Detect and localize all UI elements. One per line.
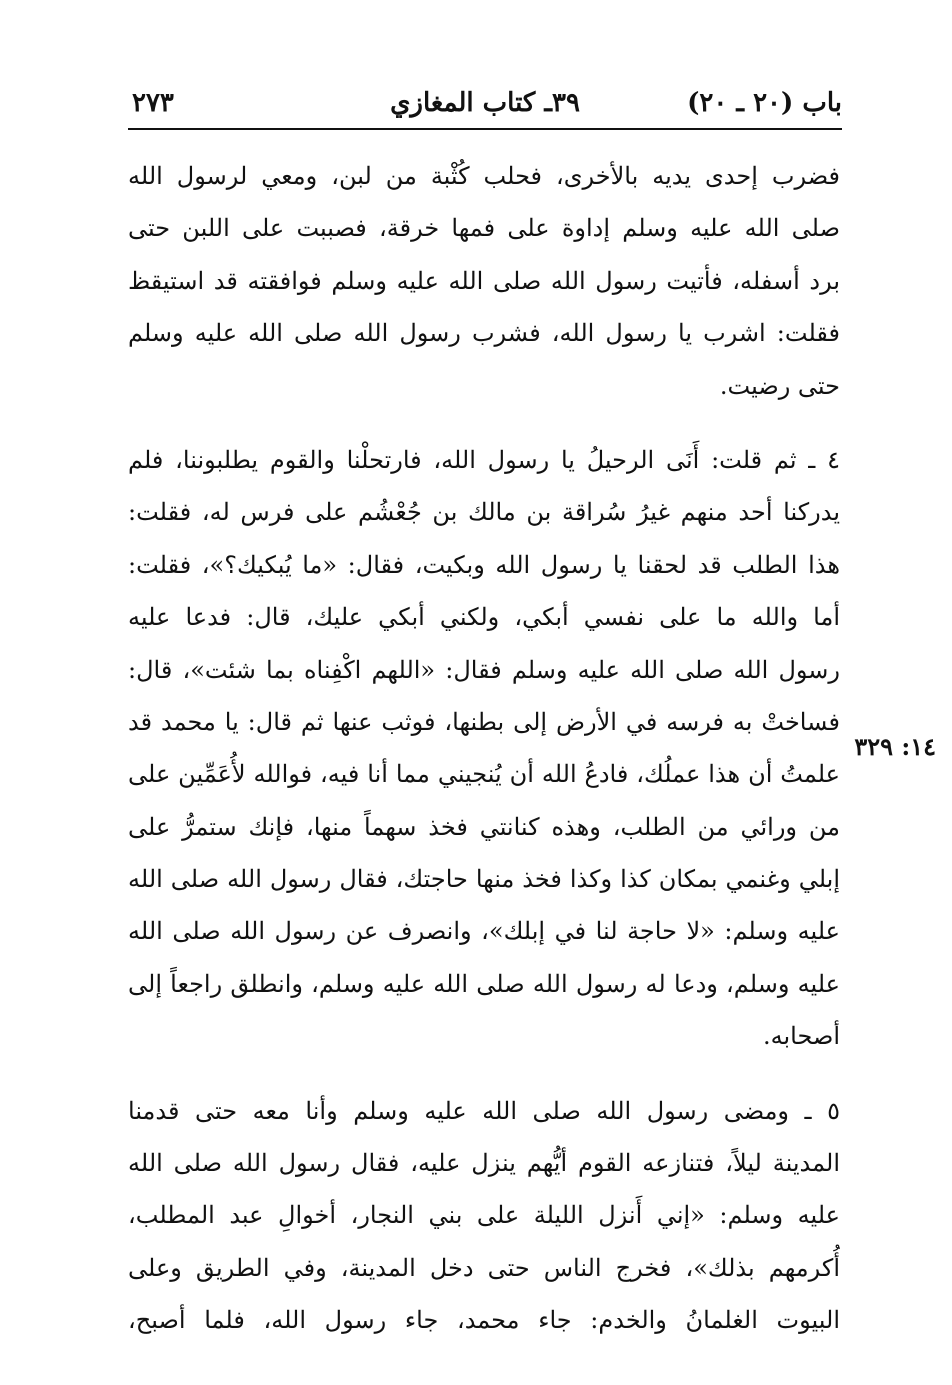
paragraph (128, 434, 840, 1063)
text-line: إبلي وغنمي بمكان كذا وكذا فخذ منها حاجتك، فقال رسول الله صلى الله (128, 865, 840, 894)
paragraph (128, 1085, 840, 1347)
text-line: أصحابه. (762, 1022, 840, 1051)
chapter-title: باب (٢٠ ـ ٢٠) (687, 88, 842, 118)
text-line: فساختْ به فرسه في الأرض إلى بطنها، فوثب عنها ثم قال: يا محمد قد (128, 707, 840, 736)
page-header (128, 82, 842, 128)
text-line: فضرب إحدى يديه بالأخرى، فحلب كُثْبة من لبن، ومعي لرسول الله (128, 162, 840, 190)
text-line: صلى الله عليه وسلم إداوة على فمها خرقة، فصببت على اللبن حتى (128, 214, 840, 243)
margin-reference: ١٤: ٣٢٩ (854, 732, 936, 761)
body-text (128, 150, 840, 1369)
text-line: فقلت: اشرب يا رسول الله، فشرب رسول الله صلى الله عليه وسلم (128, 319, 840, 348)
text-line: علمتُ أن هذا عملُك، فادعُ الله أن يُنجيني مما أنا فيه، فوالله لأُعَمِّين على (128, 760, 840, 789)
text-line: أما والله ما على نفسي أبكي، ولكني أبكي عليك، قال: فدعا عليه (128, 603, 840, 632)
text-line: ٤ ـ ثم قلت: أَنَى الرحيلُ يا رسول الله، فارتحلْنا والقوم يطلبوننا، فلم (128, 445, 840, 474)
text-line: برد أسفله، فأتيت رسول الله صلى الله عليه وسلم فوافقته قد استيقظ (128, 266, 840, 295)
text-line: البيوت الغلمانُ والخدم: جاء محمد، جاء رسول الله، فلما أصبح، (128, 1306, 840, 1335)
text-line: ٥ ـ ومضى رسول الله صلى الله عليه وسلم وأنا معه حتى قدمنا (128, 1096, 840, 1125)
text-line: حتى رضيت. (719, 371, 840, 400)
paragraph (128, 150, 840, 412)
text-line: من ورائي من الطلب، وهذه كنانتي فخذ سهماً منها، فإنك ستمرُّ على (128, 812, 840, 841)
header-rule (128, 128, 842, 130)
text-line: عليه وسلم، ودعا له رسول الله صلى الله عليه وسلم، وانطلق راجعاً إلى (128, 969, 840, 998)
text-line: عليه وسلم: «إني أَنزل الليلة على بني النجار، أخوالِ عبد المطلب، (128, 1201, 840, 1230)
book-title: ٣٩ـ كتاب المغازي (390, 88, 580, 118)
text-line: عليه وسلم: «لا حاجة لنا في إبلك»، وانصرف عن رسول الله صلى الله (128, 917, 840, 946)
text-line: أُكرمهم بذلك»، فخرج الناس حتى دخل المدينة، وفي الطريق وعلى (128, 1253, 840, 1282)
text-line: المدينة ليلاً، فتنازعه القوم أيُّهم ينزل عليه، فقال رسول الله صلى الله (128, 1149, 840, 1178)
page-number: ٢٧٣ (132, 88, 174, 118)
text-line: هذا الطلب قد لحقنا يا رسول الله وبكيت، فقال: «ما يُبكيك؟»، فقلت: (128, 550, 840, 579)
text-line: رسول الله صلى الله عليه وسلم فقال: «اللهم اكْفِناه بما شئت»، قال: (128, 655, 840, 684)
text-line: يدركنا أحد منهم غيرُ سُراقة بن مالك بن جُعْشُم على فرس له، فقلت: (128, 498, 840, 527)
